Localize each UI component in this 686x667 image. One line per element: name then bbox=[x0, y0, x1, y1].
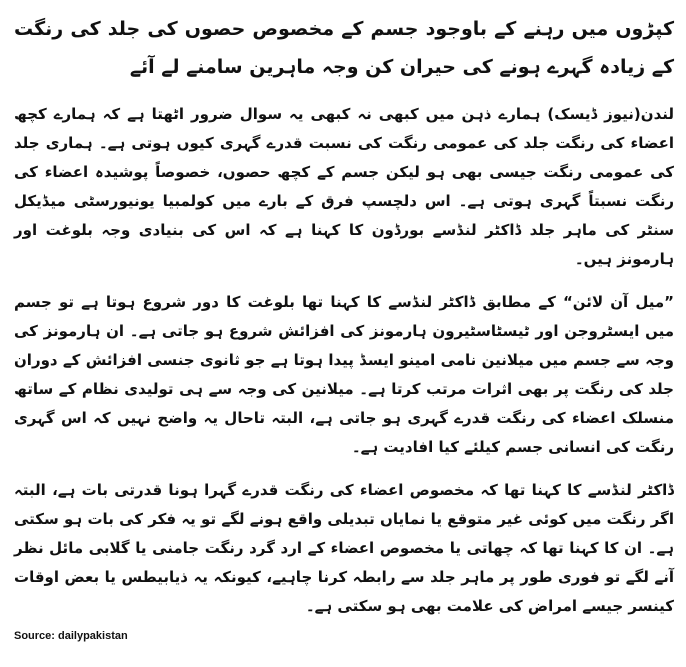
article-paragraph-3: ڈاکٹر لنڈسے کا کہنا تھا کہ مخصوص اعضاء کی رنگت قدرے گہرا ہونا قدرتی بات ہے، البتہ اگر رنگت میں کوئی غیر متوقع یا نمایاں تبدیلی واقع ہونے لگے تو یہ فکر کی بات ہو سکتی ہے۔ ان کا کہنا تھا کہ چھاتی یا مخصوص اعضاء کے ارد گرد رنگت جامنی یا گلابی مائل نظر آنے لگے تو فوری طور پر ماہر جلد سے رابطہ کرنا چاہیے، کیونکہ یہ ذیابیطس یا بعض اوقات کینسر جیسے امراض کی علامت بھی ہو سکتی ہے۔ bbox=[14, 481, 674, 615]
article-headline: کپڑوں میں رہنے کے باوجود جسم کے مخصوص حصوں کی جلد کی رنگت کے زیادہ گہرے ہونے کی حیران کن وجہ ماہرین سامنے لے آئے bbox=[14, 18, 674, 78]
article bbox=[14, 10, 674, 660]
article-paragraph-2: ”میل آن لائن“ کے مطابق ڈاکٹر لنڈسے کا کہنا تھا بلوغت کا دور شروع ہوتا ہے تو جسم میں ایسٹروجن اور ٹیسٹاسٹیرون ہارمونز کی افزائش شروع ہو جاتی ہے۔ ان ہارمونز کی وجہ سے جسم میں میلانین نامی امینو ایسڈ پیدا ہوتا ہے جو ثانوی جنسی افزائش کے دوران جلد کی رنگت پر بھی اثرات مرتب کرتا ہے۔ میلانین کی وجہ سے ہی تولیدی نظام کے ساتھ منسلک اعضاء کی رنگت قدرے گہری ہو جاتی ہے، البتہ تاحال یہ واضح نہیں کہ اس گہری رنگت کی انسانی جسم کیلئے کیا افادیت ہے۔ bbox=[14, 293, 674, 456]
article-paragraph-1: لندن(نیوز ڈیسک) ہمارے ذہن میں کبھی نہ کبھی یہ سوال ضرور اٹھتا ہے کہ ہمارے کچھ اعضاء کی رنگت جلد کی عمومی رنگت کی نسبت قدرے گہری کیوں ہوتی ہے۔ ہماری جلد کی عمومی رنگت جیسی بھی ہو لیکن جسم کے کچھ حصوں، خصوصاً پوشیدہ اعضاء کی رنگت نسبتاً گہری ہوتی ہے۔ اس دلچسپ فرق کے بارے میں کولمبیا یونیورسٹی میڈیکل سنٹر کی ماہر جلد ڈاکٹر لنڈسے بورڈون کا کہنا ہے کہ اس کی بنیادی وجہ بلوغت اور ہارمونز ہیں۔ bbox=[14, 105, 674, 268]
source-credit: Source: dailypakistan bbox=[14, 630, 128, 642]
